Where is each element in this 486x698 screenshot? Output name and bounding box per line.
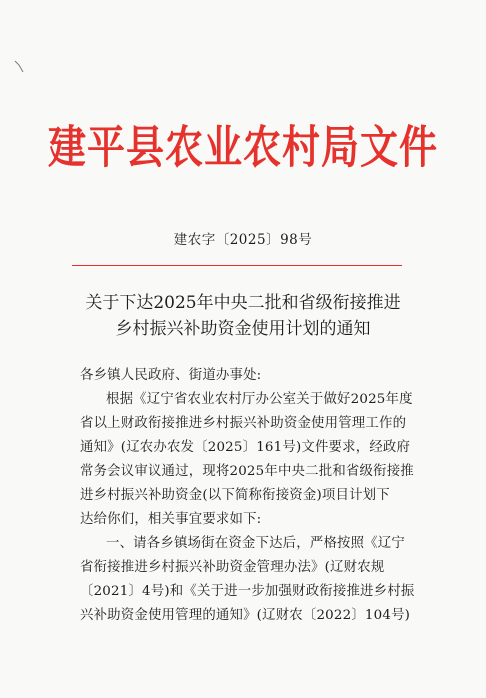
paragraph-1-line: 通知》(辽农办农发〔2025〕161号)文件要求，经政府	[80, 440, 411, 455]
paragraph-1-line: 省以上财政衔接推进乡村振兴补助资金使用管理工作的	[80, 416, 407, 431]
red-divider-line	[72, 265, 402, 266]
paragraph-1-line: 达给你们，相关事宜要求如下:	[80, 512, 262, 527]
paragraph-1-line: 根据《辽宁省农业农村厅办公室关于做好2025年度	[106, 392, 413, 407]
issuer-title: 建平县农业农村局文件	[47, 119, 438, 173]
paragraph-2-line: 省衔接推进乡村振兴补助资金管理办法》(辽财农规	[80, 560, 385, 575]
paragraph-2-line: 〔2021〕4号)和《关于进一步加强财政衔接推进乡村振	[80, 584, 415, 599]
document-number: 建农字〔2025〕98号	[173, 232, 313, 248]
paragraph-1-line: 常务会议审议通过，现将2025年中央二批和省级衔接推	[80, 464, 414, 479]
paragraph-2-line: 兴补助资金使用管理的通知》(辽财农〔2022〕104号)	[80, 608, 411, 623]
paragraph-2	[80, 532, 415, 628]
document-title-line-1: 关于下达2025年中央二批和省级衔接推进	[85, 293, 401, 313]
paragraph-1-line: 进乡村振兴补助资金(以下简称衔接资金)项目计划下	[80, 488, 390, 503]
paragraph-2-line: 一、请各乡镇场街在资金下达后，严格按照《辽宁	[106, 536, 405, 551]
scan-mark-icon	[14, 60, 24, 74]
paragraph-1	[80, 388, 412, 532]
document-body	[80, 364, 415, 628]
addressee: 各乡镇人民政府、街道办事处:	[80, 368, 262, 383]
document-title	[0, 290, 486, 342]
document-title-line-2: 乡村振兴补助资金使用计划的通知	[115, 319, 371, 339]
